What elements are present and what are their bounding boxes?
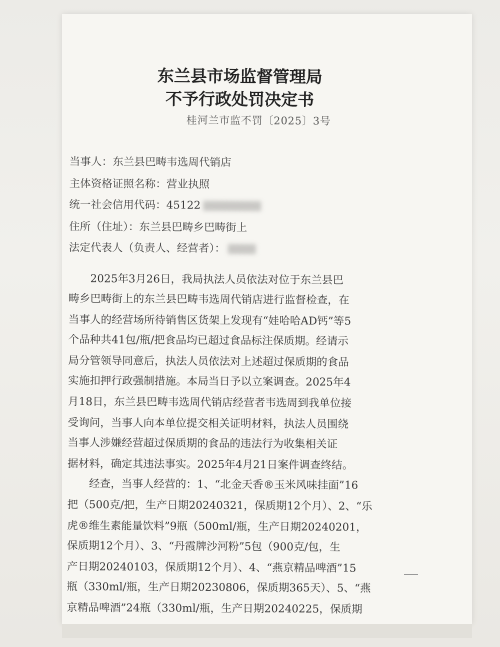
redacted-name bbox=[227, 244, 255, 254]
title-line-2: 不予行政处罚决定书 bbox=[165, 89, 315, 110]
field-party: 当事人：东兰县巴畴韦选周代销店 bbox=[69, 154, 232, 169]
field-address: 住所（住址）：东兰县巴畴乡巴畴街上 bbox=[68, 219, 248, 234]
paragraph-findings: 经查，当事人经营的：1、“北金天香®玉米风味挂面”16 把（500克/把，生产日期20240321，保质期12个月）、2、“乐 虎®维生素能量饮料”9瓶（500ml/瓶，生产日期20240201， 保质期12个月）、3、“丹霞牌沙河粉”5包（900克/包，生 产日期20240103，保质期12个月）、4、“燕京精品啤酒”15 瓶（330ml/瓶，生产日期20230806，保质期365天）、5、“燕 京精品啤酒”24瓶（330ml/瓶，生产日期20240225，保质期 bbox=[66, 477, 373, 616]
redacted-code bbox=[203, 201, 261, 211]
field-credit-code: 统一社会信用代码：45122 bbox=[69, 194, 399, 218]
paper-mark bbox=[404, 574, 418, 575]
decision-document bbox=[67, 64, 400, 621]
field-representative: 法定代表人（负责人、经营者）： bbox=[69, 237, 399, 261]
title-line-1: 东兰县市场监督管理局 bbox=[157, 66, 323, 87]
document-title bbox=[80, 64, 400, 112]
field-license: 主体资格证照名称：营业执照 bbox=[69, 176, 210, 191]
party-info bbox=[69, 151, 400, 261]
paragraph-investigation: 2025年3月26日，我局执法人员依法对位于东兰县巴 畴乡巴畴街上的东兰县巴畴韦选周代销店进行监督检查，在 当事人的经营场所待销售区货架上发现有“娃哈哈AD钙”等5 个品种共41包/瓶/把食品均已超过食品标注保质期。经请示 局分管领导同意后，执法人员依法对上述超过保质期的食品 实施扣押行政强制措施。本局当日予以立案调查。2025年4 月18日，东兰县巴畴韦选周代销店经营者韦选周到我单位接 受询问，当事人向本单位提交相关证明材料，执法人员围绕 当事人涉嫌经营超过保质期的食品的违法行为收集相关证 据材料，确定其违法事实。2025年4月21日案件调查终结。 bbox=[67, 271, 354, 472]
document-number: 桂河兰市监不罚〔2025〕3号 bbox=[186, 114, 331, 128]
